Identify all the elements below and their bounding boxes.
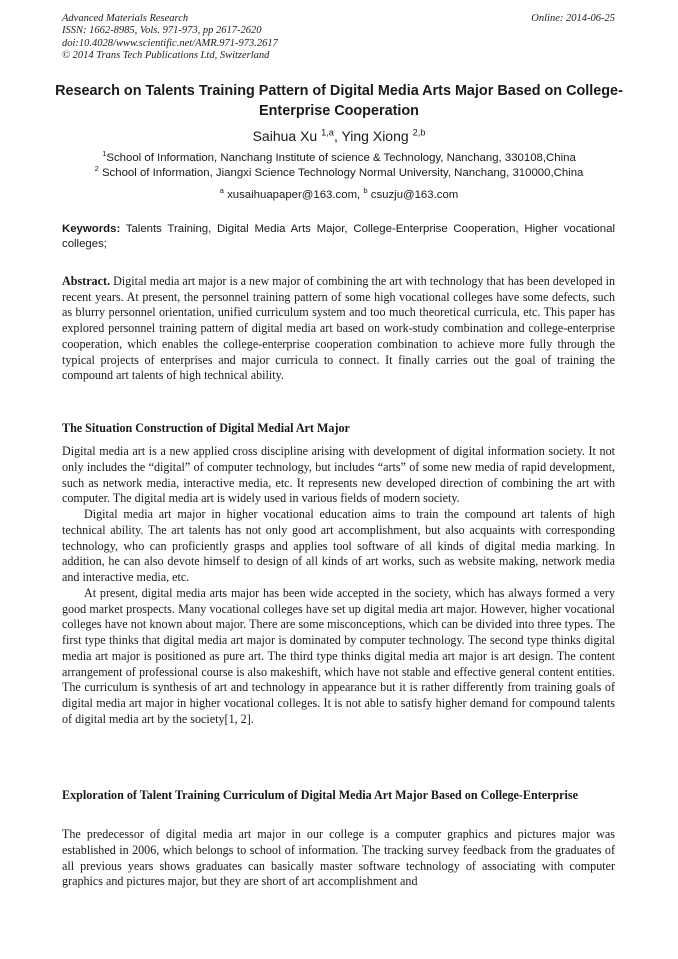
email-line: [0, 188, 678, 202]
issn-line: ISSN: 1662-8985, Vols. 971-973, pp 2617-2620: [62, 25, 262, 37]
abstract-block: [62, 274, 615, 384]
section-1-body: [62, 444, 615, 728]
journal-name: Advanced Materials Research: [62, 13, 189, 24]
author-separator: ,: [333, 128, 342, 144]
keywords-label: Keywords:: [62, 223, 121, 235]
email-a: xusaihuapaper@163.com,: [223, 189, 364, 201]
paper-title: Research on Talents Training Pattern of Digital Media Arts Major Based on College-Enterprise Cooperation: [55, 83, 623, 119]
section-2-paragraph-1: The predecessor of digital media art major in our college is a computer graphics and pictures major was established in 2006, which belongs to school of information. The tracking survey feedback from the graduates of all previous years shows graduates can basically master software technology of associating with computer graphics and pictures major, but they are short of art accomplishment and: [62, 827, 615, 889]
section-1-paragraph-1: Digital media art is a new applied cross discipline arising with development of digital information society. It not only includes the “digital” of computer technology, but includes “arts” of some new media of rapid development, such as network media, interactive media, etc. It represents new developed direction of combining the art with computer. The digital media art is widely used in various fields of modern society.: [62, 444, 615, 506]
journal-header: [62, 13, 278, 62]
doi-line: doi:10.4028/www.scientific.net/AMR.971-973.2617: [62, 37, 278, 49]
affiliation-1-mark: 1: [102, 149, 107, 159]
section-1-heading: The Situation Construction of Digital Medial Art Major: [62, 421, 350, 435]
abstract-text: Digital media art major is a new major of combining the art with technology that has been developed in recent years. At present, the personnel training pattern of some high vocational colleges have some defects, such as blurry personnel orientation, unified curriculum system and too much theoretical curricula, etc. This paper has explored personnel training pattern of digital media art based on work-study combination and college-enterprise cooperation, which enables the college-enterprise cooperation combination to achieve more fully through the typical projects of enterprises and major curricula to connect. It finally carries out the goal of training the compound art talents of high technical ability.: [62, 274, 615, 383]
keywords-text: Talents Training, Digital Media Arts Major, College-Enterprise Cooperation, Higher vocational colleges;: [62, 223, 615, 250]
author-2: Ying Xiong: [341, 128, 413, 144]
section-1-paragraph-3: At present, digital media arts major has been wide accepted in the society, which has always formed a very good market prospects. Many vocational colleges have set up digital media art major. However, higher vocational colleges have not known about major. There are some misconceptions, which can be divided into three types. The first type thinks that digital media art major is dominated by computer technology. The second type thinks digital media art major is positioned as pure art. The third type thinks digital media art major is art design. The content arrangement of professional course is also makeshift, which have not stable and effective general content entities. The curriculum is synthesis of art and technology in appearance but it is rather differently from training goals of digital media art major in higher vocational colleges. It is not able to satisfy higher demand for compound talents of digital media art by the society[1, 2].: [62, 585, 615, 726]
section-2-body: [62, 827, 615, 890]
abstract-label: Abstract.: [62, 274, 111, 288]
keywords-block: [62, 222, 615, 251]
email-a-mark: a: [219, 186, 224, 196]
author-1-affiliation-mark: 1,a: [321, 127, 334, 138]
author-line: [0, 127, 678, 145]
section-2-heading: Exploration of Talent Training Curriculum of Digital Media Art Major Based on College-Enterprise: [62, 788, 578, 802]
affiliation-1: [0, 151, 678, 165]
author-1: Saihua Xu: [252, 128, 322, 144]
affiliation-1-text: School of Information, Nanchang Institute of science & Technology, Nanchang, 330108,China: [106, 152, 576, 164]
author-2-affiliation-mark: 2,b: [412, 127, 426, 138]
email-b-mark: b: [363, 186, 368, 196]
copyright-line: © 2014 Trans Tech Publications Ltd, Switzerland: [62, 49, 270, 61]
email-b: csuzju@163.com: [367, 189, 459, 201]
section-1-paragraph-2: Digital media art major in higher vocational education aims to train the compound art talents of high technical ability. The art talents has not only good art accomplishment, but also acquaints with corresponding technology, who can proficiently grasps and applies tool software of all kinds of digital media marking. In addition, he can also devote himself to design of all kinds of art works, such as website making, network media and interactive media, etc.: [62, 507, 615, 584]
online-date: Online: 2014-06-25: [531, 13, 615, 24]
affiliation-2-mark: 2: [94, 164, 99, 174]
affiliation-2-text: School of Information, Jiangxi Science Technology Normal University, Nanchang, 310000,China: [98, 167, 584, 179]
affiliation-2: [0, 166, 678, 180]
